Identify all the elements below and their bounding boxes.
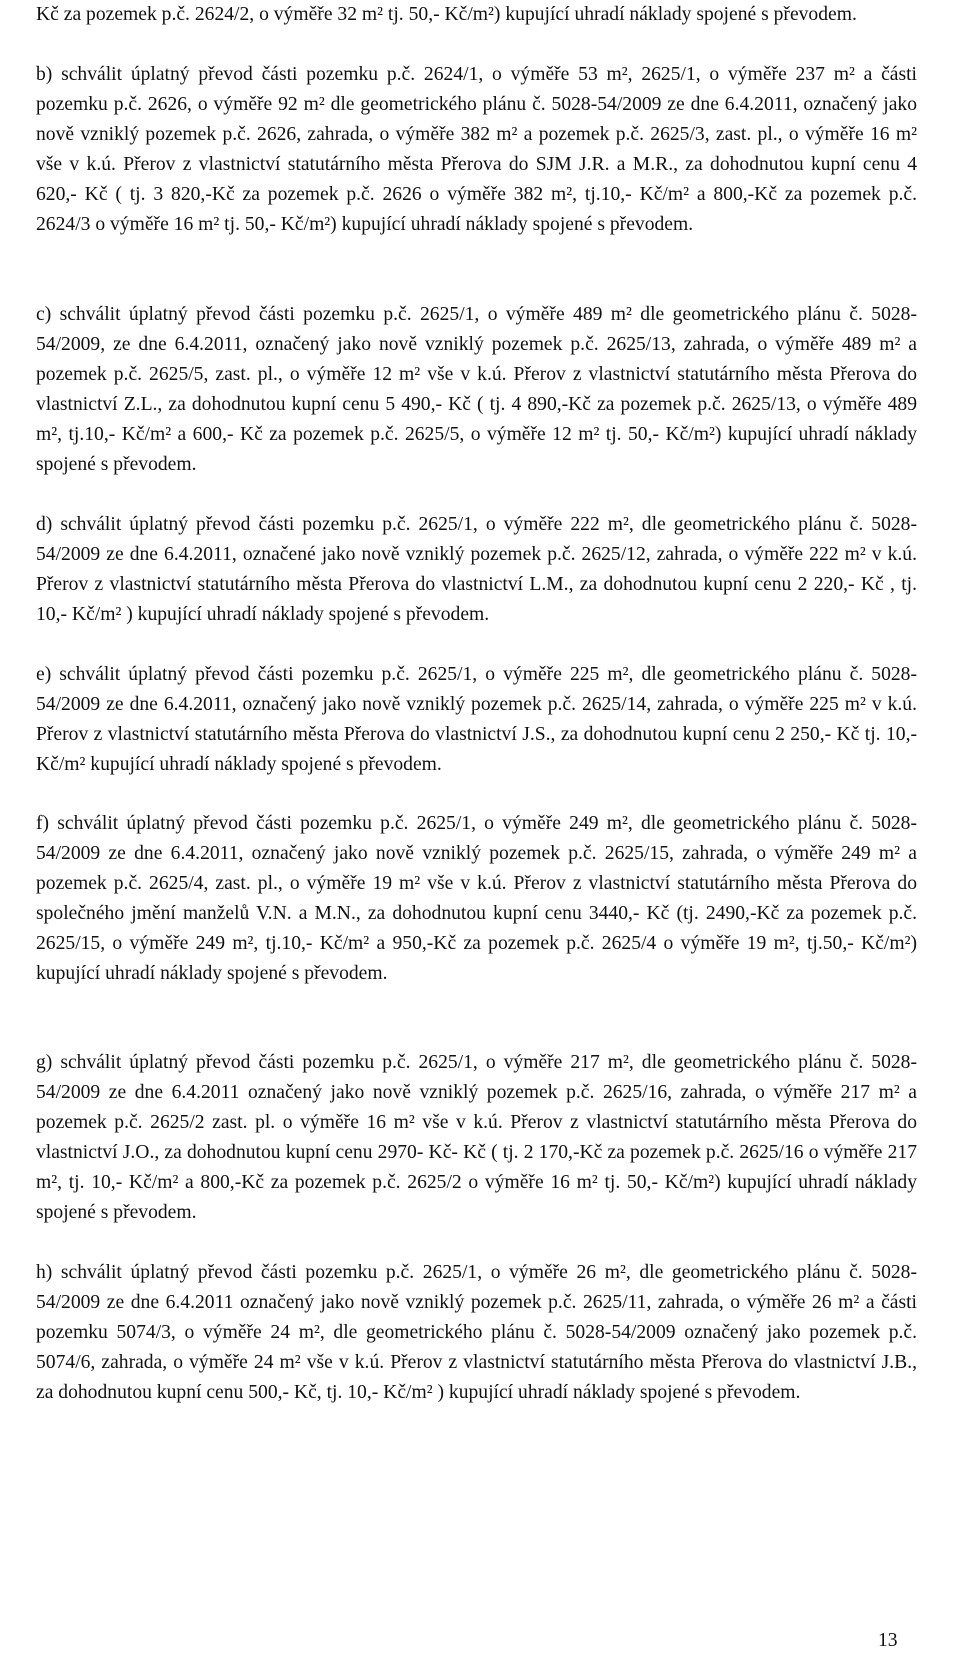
paragraph-a-continuation: Kč za pozemek p.č. 2624/2, o výměře 32 m² tj. 50,- Kč/m²) kupující uhradí náklady spojené s převodem. [36, 4, 857, 25]
paragraph-c: c) schválit úplatný převod části pozemku p.č. 2625/1, o výměře 489 m² dle geometrického plánu č. 5028-54/2009, ze dne 6.4.2011, označený jako nově vzniklý pozemek p.č. 2625/13, zahrada, o výměře 489 m² a pozemek p.č. 2625/5, zast. pl., o výměře 12 m² vše v k.ú. Přerov z vlastnictví statutárního města Přerova do vlastnictví Z.L., za dohodnutou kupní cenu 5 490,- Kč ( tj. 4 890,-Kč za pozemek p.č. 2625/13, o výměře 489 m², tj.10,- Kč/m² a 600,- Kč za pozemek p.č. 2625/5, o výměře 12 m² tj. 50,- Kč/m²) kupující uhradí náklady spojené s převodem. [36, 304, 917, 475]
paragraph-b: b) schválit úplatný převod části pozemku p.č. 2624/1, o výměře 53 m², 2625/1, o výměře 237 m² a části pozemku p.č. 2626, o výměře 92 m² dle geometrického plánu č. 5028-54/2009 ze dne 6.4.2011, označený jako nově vzniklý pozemek p.č. 2626, zahrada, o výměře 382 m² a pozemek p.č. 2625/3, zast. pl., o výměře 16 m² vše v k.ú. Přerov z vlastnictví statutárního města Přerova do SJM J.R. a M.R., za dohodnutou kupní cenu 4 620,- Kč ( tj. 3 820,-Kč za pozemek p.č. 2626 o výměře 382 m², tj.10,- Kč/m² a 800,-Kč za pozemek p.č. 2624/3 o výměře 16 m² tj. 50,- Kč/m²) kupující uhradí náklady spojené s převodem. [36, 64, 917, 235]
paragraph-e: e) schválit úplatný převod části pozemku p.č. 2625/1, o výměře 225 m², dle geometrického plánu č. 5028-54/2009 ze dne 6.4.2011, označený jako nově vzniklý pozemek p.č. 2625/14, zahrada, o výměře 225 m² v k.ú. Přerov z vlastnictví statutárního města Přerova do vlastnictví J.S., za dohodnutou kupní cenu 2 250,- Kč tj. 10,- Kč/m² kupující uhradí náklady spojené s převodem. [36, 664, 917, 775]
paragraph-h: h) schválit úplatný převod části pozemku p.č. 2625/1, o výměře 26 m², dle geometrického plánu č. 5028-54/2009 ze dne 6.4.2011 označený jako nově vzniklý pozemek p.č. 2625/11, zahrada, o výměře 26 m² a části pozemku 5074/3, o výměře 24 m², dle geometrického plánu č. 5028-54/2009 označený jako pozemek p.č. 5074/6, zahrada, o výměře 24 m² vše v k.ú. Přerov z vlastnictví statutárního města Přerova do vlastnictví J.B., za dohodnutou kupní cenu 500,- Kč, tj. 10,- Kč/m² ) kupující uhradí náklady spojené s převodem. [36, 1262, 917, 1403]
paragraph-f: f) schválit úplatný převod části pozemku p.č. 2625/1, o výměře 249 m², dle geometrického plánu č. 5028-54/2009 ze dne 6.4.2011, označený jako nově vzniklý pozemek p.č. 2625/15, zahrada, o výměře 249 m² a pozemek p.č. 2625/4, zast. pl., o výměře 19 m² vše v k.ú. Přerov z vlastnictví statutárního města Přerova do společného jmění manželů V.N. a M.N., za dohodnutou kupní cenu 3440,- Kč (tj. 2490,-Kč za pozemek p.č. 2625/15, o výměře 249 m², tj.10,- Kč/m² a 950,-Kč za pozemek p.č. 2625/4 o výměře 19 m², tj.50,- Kč/m²) kupující uhradí náklady spojené s převodem. [36, 813, 917, 984]
paragraph-g: g) schválit úplatný převod části pozemku p.č. 2625/1, o výměře 217 m², dle geometrického plánu č. 5028-54/2009 ze dne 6.4.2011 označený jako nově vzniklý pozemek p.č. 2625/16, zahrada, o výměře 217 m² a pozemek p.č. 2625/2 zast. pl. o výměře 16 m² vše v k.ú. Přerov z vlastnictví statutárního města Přerova do vlastnictví J.O., za dohodnutou kupní cenu 2970- Kč- Kč ( tj. 2 170,-Kč za pozemek p.č. 2625/16 o výměře 217 m², tj. 10,- Kč/m² a 800,-Kč za pozemek p.č. 2625/2 o výměře 16 m² tj. 50,- Kč/m²) kupující uhradí náklady spojené s převodem. [36, 1052, 917, 1223]
page-number: 13 [878, 1630, 898, 1651]
paragraph-d: d) schválit úplatný převod části pozemku p.č. 2625/1, o výměře 222 m², dle geometrického plánu č. 5028-54/2009 ze dne 6.4.2011, označené jako nově vzniklý pozemek p.č. 2625/12, zahrada, o výměře 222 m² v k.ú. Přerov z vlastnictví statutárního města Přerova do vlastnictví L.M., za dohodnutou kupní cenu 2 220,- Kč , tj. 10,- Kč/m² ) kupující uhradí náklady spojené s převodem. [36, 514, 917, 625]
